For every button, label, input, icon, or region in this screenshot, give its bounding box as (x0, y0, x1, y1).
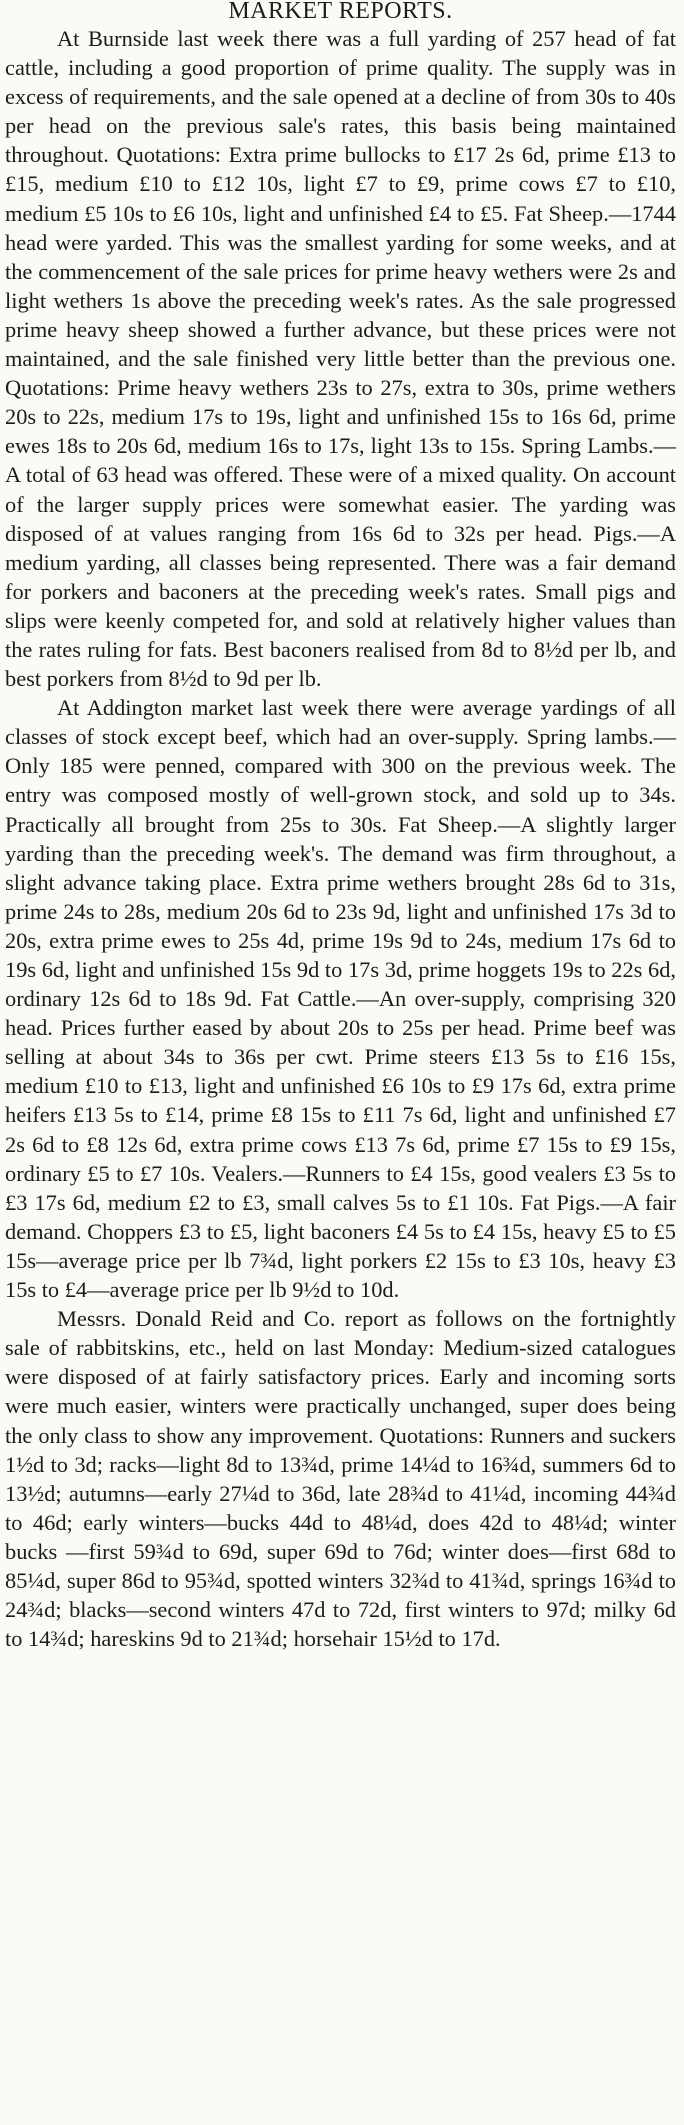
paragraph-rabbitskin-sale: Messrs. Donald Reid and Co. report as follows on the fortnightly sale of rabbitskins, etc., held on last Monday: Medium-sized catalogues were disposed of at fairly satisfactory prices. Early and incoming sorts were much easier, winters were practically unchanged, super does being the only class to show any improvement. Quotations: Runners and suckers 1½d to 3d; racks—light 8d to 13¾d, prime 14¼d to 16¾d, summers 6d to 13½d; autumns—early 27¼d to 36d, late 28¾d to 41¼d, incoming 44¾d to 46d; early winters—bucks 44d to 48¼d, does 42d to 48¼d; winter bucks —first 59¾d to 69d, super 69d to 76d; winter does—first 68d to 85¼d, super 86d to 95¾d, spotted winters 32¾d to 41¾d, springs 16¾d to 24¾d; blacks—second winters 47d to 72d, first winters to 97d; milky 6d to 14¾d; hareskins 9d to 21¾d; horsehair 15½d to 17d. (5, 1306, 676, 1652)
paragraph-addington-market: At Addington market last week there were average yardings of all classes of stock except beef, which had an over-supply. Spring lambs.—Only 185 were penned, compared with 300 on the previous week. The entry was composed mostly of well-grown stock, and sold up to 34s. Practically all brought from 25s to 30s. Fat Sheep.—A slightly larger yarding than the preceding week's. The demand was firm throughout, a slight advance taking place. Extra prime wethers brought 28s 6d to 31s, prime 24s to 28s, medium 20s 6d to 23s 9d, light and unfinished 17s 3d to 20s, extra prime ewes to 25s 4d, prime 19s 9d to 24s, medium 17s 6d to 19s 6d, light and unfinished 15s 9d to 17s 3d, prime hoggets 19s to 22s 6d, ordinary 12s 6d to 18s 9d. Fat Cattle.—An over-supply, comprising 320 head. Prices further eased by about 20s to 25s per head. Prime beef was selling at about 34s to 36s per cwt. Prime steers £13 5s to £16 15s, medium £10 to £13, light and unfinished £6 10s to £9 17s 6d, extra prime heifers £13 5s to £14, prime £8 15s to £11 7s 6d, light and unfinished £7 2s 6d to £8 12s 6d, extra prime cows £13 7s 6d, prime £7 15s to £9 15s, ordinary £5 to £7 10s. Vealers.—Runners to £4 15s, good vealers £3 5s to £3 17s 6d, medium £2 to £3, small calves 5s to £1 10s. Fat Pigs.—A fair demand. Choppers £3 to £5, light baconers £4 5s to £4 15s, heavy £5 to £5 15s—average price per lb 7¾d, light porkers £2 15s to £3 10s, heavy £3 15s to £4—average price per lb 9½d to 10d. (5, 695, 676, 1303)
article-title: MARKET REPORTS. (228, 0, 453, 24)
paragraph-burnside-market: At Burnside last week there was a full yarding of 257 head of fat cattle, including a good proportion of prime quality. The supply was in excess of requirements, and the sale opened at a decline of from 30s to 40s per head on the previous sale's rates, this basis being maintained throughout. Quotations: Extra prime bullocks to £17 2s 6d, prime £13 to £15, medium £10 to £12 10s, light £7 to £9, prime cows £7 to £10, medium £5 10s to £6 10s, light and unfinished £4 to £5. Fat Sheep.—1744 head were yarded. This was the smallest yarding for some weeks, and at the commencement of the sale prices for prime heavy wethers were 2s and light wethers 1s above the preceding week's rates. As the sale progressed prime heavy sheep showed a further advance, but these prices were not maintained, and the sale finished very little better than the previous one. Quotations: Prime heavy wethers 23s to 27s, extra to 30s, prime wethers 20s to 22s, medium 17s to 19s, light and unfinished 15s to 16s 6d, prime ewes 18s to 20s 6d, medium 16s to 17s, light 13s to 15s. Spring Lambs.—A total of 63 head was offered. These were of a mixed quality. On account of the larger supply prices were somewhat easier. The yarding was disposed of at values ranging from 16s 6d to 32s per head. Pigs.—A medium yarding, all classes being represented. There was a fair demand for porkers and baconers at the preceding week's rates. Small pigs and slips were keenly competed for, and sold at relatively higher values than the rates ruling for fats. Best baconers realised from 8d to 8½d per lb, and best porkers from 8½d to 9d per lb. (5, 26, 676, 692)
